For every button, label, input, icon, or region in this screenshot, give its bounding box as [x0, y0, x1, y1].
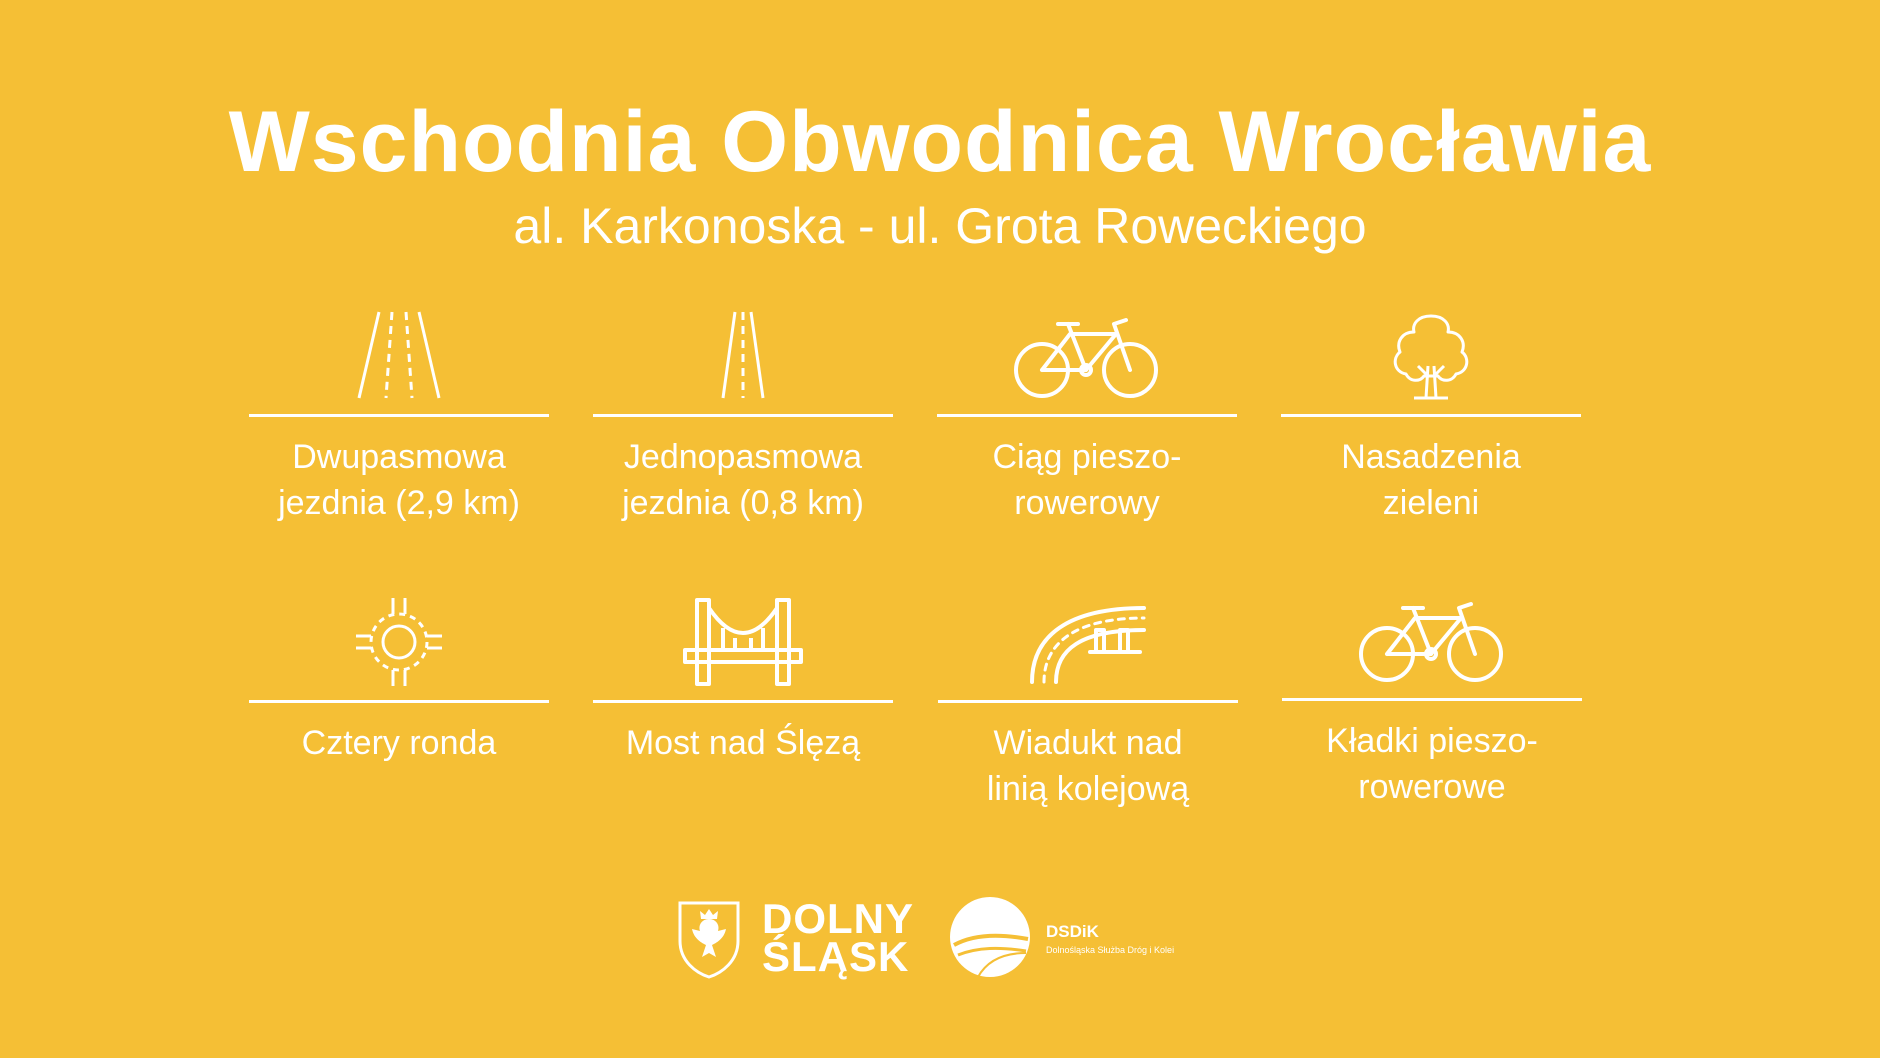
feature-divider [937, 414, 1237, 417]
coat-of-arms-icon [676, 899, 742, 979]
roundabout-icon [354, 596, 444, 688]
feature-divider [593, 700, 893, 703]
feature-label: Most nad Ślęzą [625, 724, 861, 762]
feature-label: Jednopasmowa jezdnia (0,8 km) [622, 438, 864, 522]
bridge-icon [683, 596, 803, 688]
single-carriageway-road-icon [713, 310, 773, 400]
logo-dsdik-text: DSDiK [1046, 922, 1099, 941]
feature-divider [1281, 414, 1581, 417]
feature-label: Dwupasmowa jezdnia (2,9 km) [278, 438, 520, 522]
feature-label: Nasadzenia zieleni [1341, 438, 1521, 522]
feature-divider [249, 414, 549, 417]
viaduct-icon [1028, 596, 1148, 688]
dual-carriageway-road-icon [349, 310, 449, 400]
logo-slask-text: ŚLĄSK [762, 933, 910, 980]
page-title: Wschodnia Obwodnica Wrocławia [228, 94, 1652, 190]
feature-divider [249, 700, 549, 703]
feature-label: Wiadukt nad linią kolejową [986, 724, 1190, 808]
page-subtitle: al. Karkonoska - ul. Grota Roweckiego [513, 198, 1367, 254]
bicycle-icon [1357, 594, 1507, 684]
logo-dolny-text: DOLNY [762, 895, 914, 942]
feature-label: Ciąg pieszo- rowerowy [992, 438, 1182, 522]
logo-dsdik-tagline: Dolnośląska Służba Dróg i Kolei [1046, 945, 1175, 955]
feature-label: Cztery ronda [301, 724, 497, 762]
feature-divider [1282, 698, 1582, 701]
feature-divider [938, 700, 1238, 703]
dsdik-logo-icon [948, 895, 1032, 979]
feature-label: Kładki pieszo- rowerowe [1326, 722, 1538, 806]
feature-divider [593, 414, 893, 417]
bicycle-icon [1012, 310, 1162, 400]
tree-icon [1386, 310, 1476, 400]
